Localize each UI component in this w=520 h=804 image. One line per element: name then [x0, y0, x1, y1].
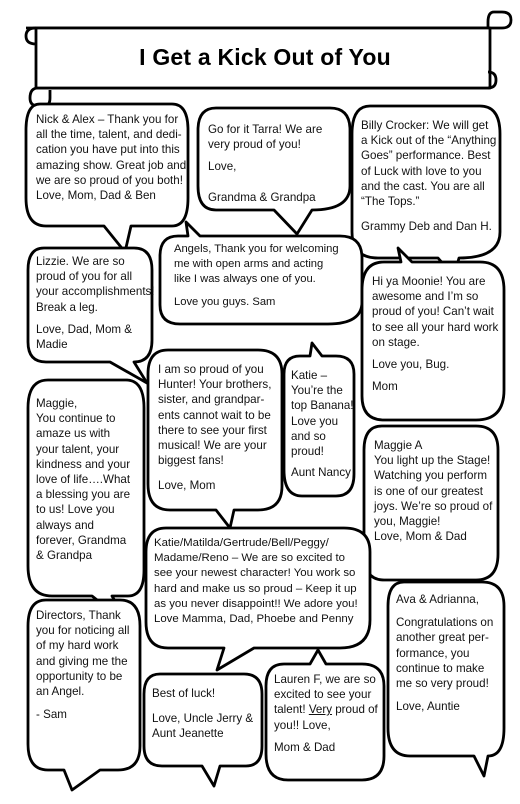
message-text: Maggie, You continue to amaze us with your talent, your kindness and your love of life….What a blessing you are to us! Love you always and forever, Grandma & Grandpa [36, 397, 131, 563]
message-text-part: proud of you!! Love, [274, 703, 378, 732]
message-signature: - Sam [36, 708, 67, 722]
message-signature: Love, Grandma & Grandpa [208, 160, 316, 204]
message-katie-characters [154, 536, 358, 627]
message-text: Angels, Thank you for welcoming me with open arms and acting like I was always one of you. [174, 243, 339, 286]
message-signature: Love, Auntie [396, 700, 460, 714]
message-signature: Love you, Bug. [372, 358, 450, 372]
message-text [274, 672, 378, 733]
message-moonie [372, 274, 498, 394]
message-text: Maggie A You light up the Stage! Watching you perform is one of our greatest joys. We’re so proud of you, Maggie! Love, Mom & Dad [374, 439, 493, 544]
message-text: Katie – You’re the top Banana! Love you and so proud! [291, 369, 354, 459]
message-text: Billy Crocker: We will get a Kick out of the “Anything Goes” performance. Best of Luck with love to you and the cast. You are all “The Tops.” [361, 119, 497, 209]
message-text: Go for it Tarra! We are very proud of you! [208, 123, 323, 152]
page-title: I Get a Kick Out of You [139, 44, 391, 70]
message-text: Lizzie. We are so proud of you for all your accomplishments! Break a leg. [36, 255, 155, 314]
message-signature: Aunt Nancy [291, 466, 351, 480]
message-angels [174, 242, 339, 310]
message-text: Best of luck! [152, 687, 216, 700]
message-signature: Congratulations on another great per- formance, you continue to make me so very proud! [396, 616, 494, 691]
message-ava-adrianna [396, 592, 493, 714]
message-lauren [274, 672, 378, 755]
message-tarra [208, 122, 322, 205]
message-text-part: Lauren F, we are so excited to see your talent! [274, 673, 376, 717]
message-signature: Love, Dad, Mom & Madie [36, 322, 133, 352]
message-text: Hi ya Moonie! You are awesome and I’m so proud of you! Can’t wait to see all your hard work on stage. [372, 275, 499, 349]
message-text: I am so proud of you Hunter! Your brothers, sister, and grandpar- ents cannot wait to be there to see your first musical! We are your biggest fans! [158, 363, 272, 468]
message-lizzie [36, 254, 155, 352]
message-hunter [158, 362, 271, 494]
message-billy-crocker [361, 118, 496, 234]
message-directors [36, 608, 129, 722]
message-maggie-grandparents [36, 396, 130, 563]
message-text: Directors, Thank you for noticing all of my hard work and giving me the opportunity to be an Angel. [36, 609, 130, 699]
message-best-of-luck [152, 686, 253, 742]
message-signature: Love you guys. Sam [174, 295, 276, 308]
message-signature: Mom & Dad [274, 740, 336, 754]
message-signature: Love, Uncle Jerry & Aunt Jeanette [152, 712, 254, 741]
message-signature: Mom [372, 380, 398, 394]
message-text: Ava & Adrianna, [396, 593, 479, 606]
message-nick-alex [36, 112, 186, 203]
message-maggie-a [374, 438, 492, 544]
message-text: Katie/Matilda/Gertrude/Bell/Peggy/ Madame/Reno – We are so excited to see your newest character! You work so hard and make us so proud – Keep it up as you never disappoint!! We adore you! Love Mamma, Dad, Phoebe and Penny [154, 537, 358, 626]
message-signature: Grammy Deb and Dan H. [361, 220, 492, 234]
message-text: Nick & Alex – Thank you for all the time, talent, and dedi- cation you have put into this amazing show. Great job and we are so proud of you both! Love, Mom, Dad & Ben [36, 113, 187, 203]
message-signature: Love, Mom [158, 479, 216, 493]
message-text-underlined: Very [308, 703, 333, 717]
message-katie-banana [291, 368, 354, 480]
